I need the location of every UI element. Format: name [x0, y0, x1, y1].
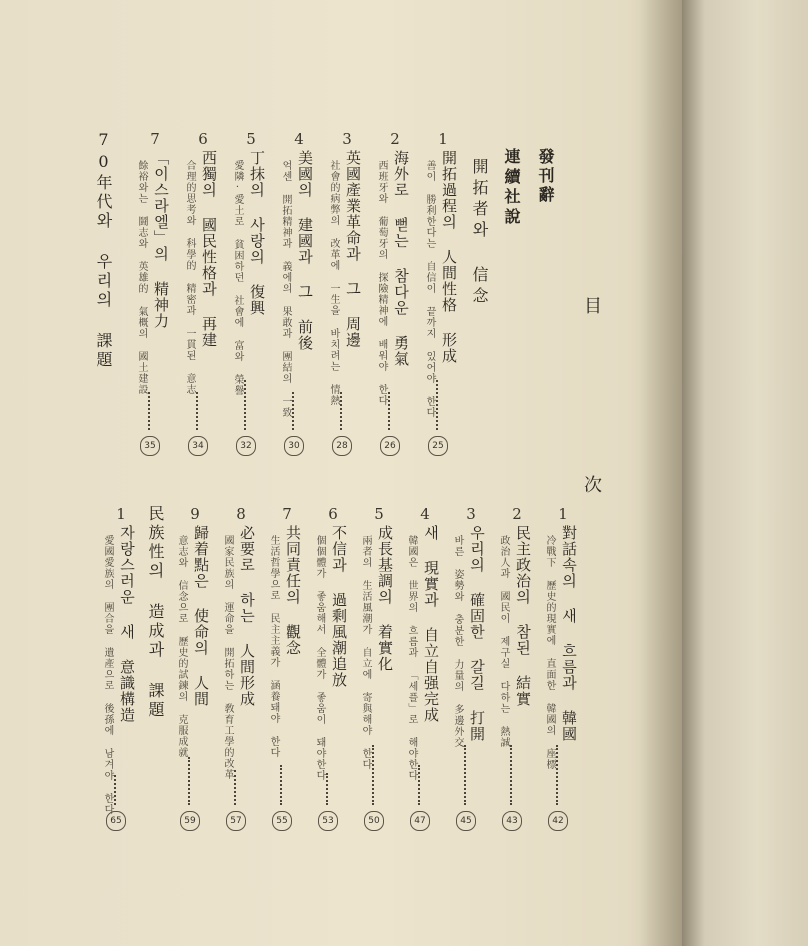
- entry-number: 2: [390, 130, 400, 148]
- leader-dots: [510, 745, 512, 805]
- page-number: 32: [236, 436, 256, 456]
- entry-subtitle: 國家民族의 運命을 開拓하는 敎育工學的改革: [222, 535, 233, 780]
- entry-number: 7: [282, 505, 292, 523]
- entry-title: 共同責任의 觀念: [284, 525, 302, 656]
- page-number: 34: [188, 436, 208, 456]
- leader-dots: [244, 380, 246, 430]
- page-number: 42: [548, 811, 568, 831]
- entry-number: 7: [150, 130, 160, 148]
- leader-dots: [372, 745, 374, 805]
- entry-title: 不信과 過剩風潮追放: [330, 525, 348, 688]
- entry-title: 새 現實과 自立自强完成: [422, 525, 440, 723]
- leader-dots: [436, 380, 438, 430]
- toc-entry[interactable]: [356, 505, 402, 835]
- toc-entry[interactable]: [310, 505, 356, 835]
- entry-subtitle: 兩者의 生活風潮가 自立에 寄與해야 한다: [360, 535, 371, 770]
- toc-entry[interactable]: [372, 130, 418, 460]
- entry-number: 1: [116, 505, 126, 523]
- leader-dots: [340, 392, 342, 430]
- entry-title: 對話속의 새 흐름과 韓國: [560, 525, 578, 742]
- leader-dots: [464, 745, 466, 805]
- leader-dots: [556, 745, 558, 805]
- adjacent-page-edge: [682, 0, 808, 946]
- entry-title: 西獨의 國民性格과 再建: [200, 150, 218, 348]
- entry-number: 8: [236, 505, 246, 523]
- entry-subtitle: 바른 姿勢와 충분한 力量의 多邊外交: [452, 535, 463, 748]
- entry-number: 9: [190, 505, 200, 523]
- series-title: 連續社說: [502, 148, 521, 228]
- entry-number: 1: [558, 505, 568, 523]
- toc-entry[interactable]: [180, 130, 226, 460]
- entry-number: 1: [438, 130, 448, 148]
- entry-subtitle: 韓國은 世界의 흐름과 「세플」로 해야한다: [406, 535, 417, 781]
- toc-entry[interactable]: [264, 505, 310, 835]
- upper-band: [0, 130, 682, 460]
- entry-number: 6: [328, 505, 338, 523]
- section3-title: 民族性의 造成과 課題: [146, 505, 165, 720]
- page-number: 28: [332, 436, 352, 456]
- page-number: 25: [428, 436, 448, 456]
- page-number: 47: [410, 811, 430, 831]
- leader-dots: [292, 392, 294, 430]
- entry-subtitle: 意志와 信念으로 歷史的試鍊의 克服成就: [176, 535, 187, 758]
- entry-title: 자랑스러운 새 意識構造: [118, 525, 136, 723]
- entry-title: 「이스라엘」의 精神力: [152, 150, 170, 329]
- page-number: 55: [272, 811, 292, 831]
- page-number: 43: [502, 811, 522, 831]
- entry-subtitle: 合理的思考와 科學的 精密과 一貫된 意志: [184, 160, 195, 395]
- entry-subtitle: 愛國愛族의 團合을 遺產으로 後孫에 남겨야 한다: [102, 535, 113, 815]
- toc-entry[interactable]: [420, 130, 466, 460]
- toc-entry[interactable]: [324, 130, 370, 460]
- entry-title: 歸着點은 使命의 人間: [192, 525, 210, 707]
- page-number: 53: [318, 811, 338, 831]
- entry-title: 成長基調의 着實化: [376, 525, 394, 672]
- leader-dots: [196, 392, 198, 430]
- leader-dots: [388, 392, 390, 430]
- entry-title: 必要로 하는 人間形成: [238, 525, 256, 707]
- entry-subtitle: 個個體가 좋움해서 全體가 좋움이 돼야한다: [314, 535, 325, 781]
- entry-subtitle: 餘裕와는 鬪志와 英雄的 氣概의 國土建設: [136, 160, 147, 395]
- entry-subtitle: 愛隣·愛土로 貧困하던 社會에 富와 榮譽: [232, 160, 243, 396]
- entry-title: 英國產業革命과 그 周邊: [344, 150, 362, 348]
- entry-subtitle: 억센 開拓精神과 義에의 果敢과 團結의 一致: [280, 160, 291, 418]
- entry-number: 4: [420, 505, 430, 523]
- entry-title: 丁抹의 사랑의 復興: [248, 150, 266, 316]
- entry-subtitle: 冷戰下 歷史的現實에 直面한 韓國의 座標: [544, 535, 555, 770]
- entry-title: 우리의 確固한 갈길 打開: [468, 525, 486, 742]
- page-number: 65: [106, 811, 126, 831]
- entry-subtitle: 西班牙와 葡萄牙의 探險精神에 배워야 한다: [376, 160, 387, 406]
- section-closing-title: 70年代와 우리의 課題: [94, 130, 113, 370]
- toc-entry[interactable]: [402, 505, 448, 835]
- toc-entry[interactable]: [218, 505, 264, 835]
- entry-title: 美國의 建國과 그 前後: [296, 150, 314, 351]
- page-number: 57: [226, 811, 246, 831]
- entry-subtitle: 社會的病弊의 改革에 一生을 바치려는 情熱: [328, 160, 339, 406]
- leader-dots: [114, 775, 116, 805]
- lower-band: [0, 505, 682, 835]
- entry-number: 3: [342, 130, 352, 148]
- entry-number: 3: [466, 505, 476, 523]
- entry-title: 開拓過程의 人間性格 形成: [440, 150, 458, 364]
- page-number: 30: [284, 436, 304, 456]
- leader-dots: [188, 757, 190, 805]
- page-number: 26: [380, 436, 400, 456]
- entry-number: 2: [512, 505, 522, 523]
- entry-number: 5: [246, 130, 256, 148]
- page-number: 50: [364, 811, 384, 831]
- toc-entry[interactable]: [172, 505, 218, 835]
- leader-dots: [326, 773, 328, 805]
- preface-title: 發刊辭: [536, 148, 555, 205]
- leader-dots: [234, 770, 236, 805]
- entry-subtitle: 善이 勝利한다는 自信이 끝까지 있어야 한다: [424, 160, 435, 418]
- entry-number: 5: [374, 505, 384, 523]
- toc-entry[interactable]: [228, 130, 274, 460]
- leader-dots: [418, 765, 420, 805]
- section1-title: 開拓者와 信念: [470, 158, 489, 308]
- entry-number: 4: [294, 130, 304, 148]
- toc-entry[interactable]: [540, 505, 586, 835]
- toc-entry[interactable]: [98, 505, 144, 835]
- entry-number: 6: [198, 130, 208, 148]
- toc-entry[interactable]: [132, 130, 178, 460]
- toc-entry[interactable]: [448, 505, 494, 835]
- page-number: 45: [456, 811, 476, 831]
- page-number: 59: [180, 811, 200, 831]
- entry-title: 海外로 뻗는 참다운 勇氣: [392, 150, 410, 367]
- toc-heading: 目 次: [581, 296, 602, 563]
- page-number: 35: [140, 436, 160, 456]
- toc-entry[interactable]: [494, 505, 540, 835]
- toc-entry[interactable]: [276, 130, 322, 460]
- entry-title: 民主政治의 참된 結實: [514, 525, 532, 707]
- entry-subtitle: 政治人과 國民이 제구실 다하는 熱誠: [498, 535, 509, 748]
- leader-dots: [280, 765, 282, 805]
- entry-subtitle: 生活哲學으로 民主主義가 涵養돼야 한다: [268, 535, 279, 758]
- leader-dots: [148, 392, 150, 430]
